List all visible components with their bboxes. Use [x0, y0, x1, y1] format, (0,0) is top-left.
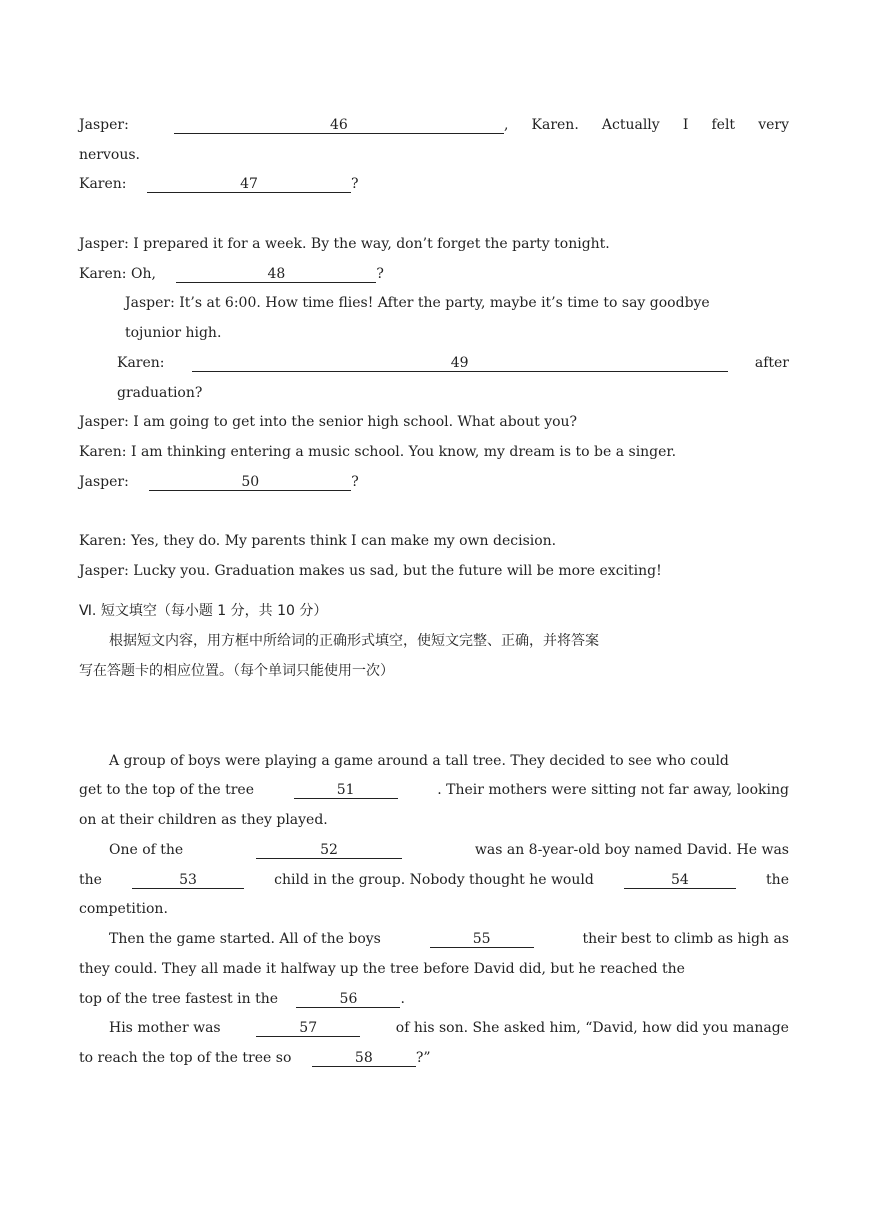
- passage-line: they could. They all made it halfway up the tree before David did, but he reached the: [79, 961, 685, 977]
- dialogue-line: Jasper: Lucky you. Graduation makes us sad, but the future will be more exciting!: [79, 563, 662, 579]
- speaker-label: Karen:: [79, 176, 127, 192]
- passage-text: One of the: [109, 842, 184, 858]
- section-title: Ⅵ. 短文填空（每小题 1 分，共 10 分）: [79, 603, 328, 619]
- passage-text: get to the top of the tree: [79, 782, 254, 798]
- blank-47: 47: [147, 176, 351, 193]
- passage-text: the: [79, 872, 102, 888]
- blank-50: 50: [149, 474, 351, 491]
- dialogue-line: Jasper: I prepared it for a week. By the way, don’t forget the party tonight.: [79, 236, 610, 252]
- blank-55: 55: [430, 931, 534, 948]
- passage-line-55: [109, 930, 789, 948]
- blank-46: 46: [174, 117, 504, 134]
- blank-56: 56: [296, 991, 400, 1008]
- passage-line: competition.: [79, 901, 168, 917]
- dialogue-line: Jasper: It’s at 6:00. How time flies! After the party, maybe it’s time to say goodbye: [125, 295, 710, 311]
- dialogue-line-47: [79, 175, 789, 193]
- speaker-label: Jasper:: [79, 117, 129, 133]
- blank-53: 53: [132, 872, 244, 889]
- passage-line-57: [109, 1019, 789, 1037]
- passage-line-52: [109, 841, 789, 859]
- dialogue-line-48: [79, 265, 789, 283]
- blank-54: 54: [624, 872, 736, 889]
- passage-line: A group of boys were playing a game around a tall tree. They decided to see who could: [109, 753, 729, 769]
- passage-line-51: [79, 781, 789, 799]
- dialogue-line-50: [79, 473, 789, 491]
- punctuation: ?”: [415, 1050, 431, 1066]
- speaker-label: Karen:: [117, 355, 165, 371]
- punctuation: ?: [376, 266, 384, 282]
- passage-line-56: [79, 990, 789, 1008]
- passage-text: His mother was: [109, 1020, 221, 1036]
- dialogue-line: graduation?: [117, 385, 203, 401]
- word: after: [754, 355, 789, 371]
- dialogue-line-49: [117, 354, 789, 372]
- blank-58: 58: [312, 1050, 416, 1067]
- passage-line-58: [79, 1049, 789, 1067]
- blank-52: 52: [256, 842, 402, 859]
- word: Actually: [601, 117, 660, 133]
- punctuation: .: [400, 991, 405, 1007]
- passage-line-53-54: [79, 871, 789, 889]
- blank-49: 49: [192, 355, 728, 372]
- passage-text: Then the game started. All of the boys: [109, 931, 381, 947]
- passage-text: child in the group. Nobody thought he would: [274, 872, 594, 888]
- passage-text: the: [766, 872, 789, 888]
- word: felt: [711, 117, 736, 133]
- dialogue-line-46: [79, 116, 789, 134]
- passage-text: top of the tree fastest in the: [79, 991, 279, 1007]
- dialogue-line: Karen: Yes, they do. My parents think I can make my own decision.: [79, 533, 557, 549]
- section-instruction: 写在答题卡的相应位置。（每个单词只能使用一次）: [79, 663, 394, 679]
- speaker-label: Karen: Oh,: [79, 266, 156, 282]
- punctuation: ?: [350, 176, 359, 192]
- passage-text: of his son. She asked him, “David, how did you manage: [395, 1020, 789, 1036]
- passage-text: to reach the top of the tree so: [79, 1050, 292, 1066]
- word: very: [758, 117, 789, 133]
- blank-57: 57: [256, 1020, 360, 1037]
- dialogue-line: Karen: I am thinking entering a music school. You know, my dream is to be a singer.: [79, 444, 677, 460]
- passage-text: was an 8-year-old boy named David. He was: [474, 842, 789, 858]
- dialogue-line: Jasper: I am going to get into the senior high school. What about you?: [79, 414, 578, 430]
- blank-51: 51: [294, 782, 398, 799]
- word: Karen.: [531, 117, 579, 133]
- word: I: [682, 117, 689, 133]
- punctuation: ?: [351, 474, 359, 490]
- dialogue-line: tojunior high.: [125, 325, 222, 341]
- passage-text: their best to climb as high as: [582, 931, 789, 947]
- dialogue-line: nervous.: [79, 147, 140, 163]
- section-instruction: 根据短文内容，用方框中所给词的正确形式填空，使短文完整、正确，并将答案: [109, 633, 599, 649]
- speaker-label: Jasper:: [79, 474, 129, 490]
- passage-line: on at their children as they played.: [79, 812, 328, 828]
- punctuation: ,: [503, 117, 509, 133]
- blank-48: 48: [176, 266, 376, 283]
- passage-text: . Their mothers were sitting not far away, looking: [437, 782, 789, 798]
